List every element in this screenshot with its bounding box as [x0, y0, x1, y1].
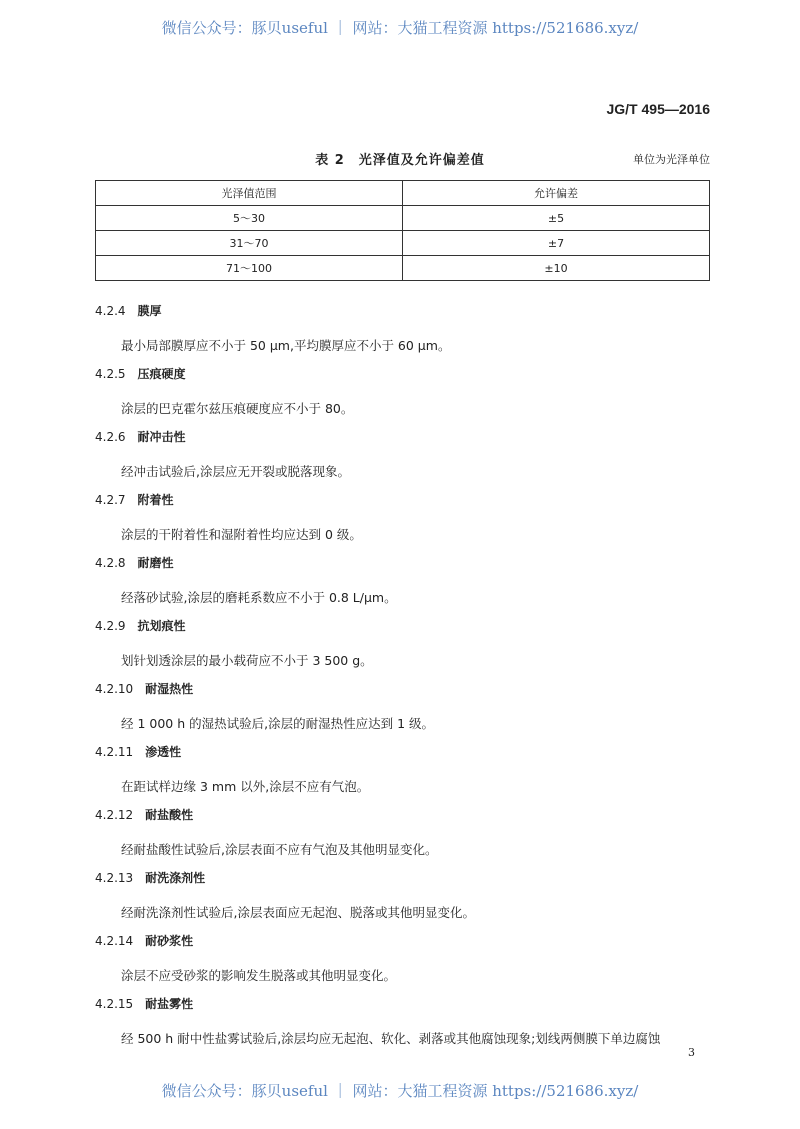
- section-text: 在距试样边缘 3 mm 以外,涂层不应有气泡。: [121, 779, 370, 794]
- gloss-table: [95, 180, 710, 281]
- section-heading: [95, 554, 715, 588]
- section-number: 4.2.10: [95, 682, 134, 696]
- section: [95, 491, 715, 554]
- section-heading: [95, 302, 715, 336]
- section-text: 经冲击试验后,涂层应无开裂或脱落现象。: [121, 464, 350, 479]
- section-title: 膜厚: [137, 304, 162, 318]
- section-title: 耐湿热性: [145, 682, 194, 696]
- table-unit: 单位为光泽单位: [633, 153, 710, 166]
- section-heading: [95, 365, 715, 399]
- section-number: 4.2.7: [95, 493, 126, 507]
- table-header-row: [96, 181, 710, 206]
- section: [95, 995, 715, 1058]
- section: [95, 428, 715, 491]
- table-row: [96, 231, 710, 256]
- section-heading: [95, 617, 715, 651]
- section-text: 涂层的巴克霍尔兹压痕硬度应不小于 80。: [121, 401, 354, 416]
- section-heading: [95, 995, 715, 1029]
- sections: [95, 302, 715, 1058]
- standard-number: JG/T 495—2016: [606, 101, 710, 117]
- section-title: 耐盐酸性: [145, 808, 194, 822]
- section: [95, 365, 715, 428]
- section-title: 附着性: [137, 493, 174, 507]
- section-number: 4.2.8: [95, 556, 126, 570]
- section: [95, 554, 715, 617]
- section-text: 最小局部膜厚应不小于 50 μm,平均膜厚应不小于 60 μm。: [121, 338, 451, 353]
- section-number: 4.2.14: [95, 934, 134, 948]
- section: [95, 869, 715, 932]
- section-title: 抗划痕性: [137, 619, 186, 633]
- section-number: 4.2.9: [95, 619, 126, 633]
- section-number: 4.2.13: [95, 871, 134, 885]
- section-title: 渗透性: [145, 745, 182, 759]
- section: [95, 806, 715, 869]
- table-cell: 5～30: [96, 206, 403, 231]
- section-text: 经 1 000 h 的湿热试验后,涂层的耐湿热性应达到 1 级。: [121, 716, 435, 731]
- section-heading: [95, 743, 715, 777]
- watermark-bottom: 微信公众号：豚贝useful ｜ 网站：大猫工程资源 https://521686.xyz/: [161, 1082, 639, 1100]
- section-number: 4.2.15: [95, 997, 134, 1011]
- section-heading: [95, 491, 715, 525]
- section-text: 经耐盐酸性试验后,涂层表面不应有气泡及其他明显变化。: [121, 842, 438, 857]
- table-title: 表 2 光泽值及允许偏差值: [315, 153, 485, 168]
- section: [95, 617, 715, 680]
- page-number: 3: [688, 1046, 695, 1059]
- section-text: 涂层的干附着性和湿附着性均应达到 0 级。: [121, 527, 362, 542]
- table-cell: 71～100: [96, 256, 403, 281]
- section-heading: [95, 932, 715, 966]
- section-heading: [95, 806, 715, 840]
- section-text: 涂层不应受砂浆的影响发生脱落或其他明显变化。: [121, 968, 397, 983]
- table-header: 允许偏差: [403, 181, 710, 206]
- section-title: 耐磨性: [137, 556, 174, 570]
- section-text: 经耐洗涤剂性试验后,涂层表面应无起泡、脱落或其他明显变化。: [121, 905, 475, 920]
- section-number: 4.2.12: [95, 808, 134, 822]
- table-header: 光泽值范围: [96, 181, 403, 206]
- section-text: 经落砂试验,涂层的磨耗系数应不小于 0.8 L/μm。: [121, 590, 397, 605]
- section-heading: [95, 869, 715, 903]
- section: [95, 680, 715, 743]
- section-text: 经 500 h 耐中性盐雾试验后,涂层均应无起泡、软化、剥落或其他腐蚀现象;划线两侧膜下单边腐蚀: [121, 1031, 661, 1046]
- section: [95, 743, 715, 806]
- table-cell: ±5: [403, 206, 710, 231]
- section: [95, 932, 715, 995]
- section-number: 4.2.5: [95, 367, 126, 381]
- section-number: 4.2.4: [95, 304, 126, 318]
- section-number: 4.2.6: [95, 430, 126, 444]
- section-text: 划针划透涂层的最小载荷应不小于 3 500 g。: [121, 653, 373, 668]
- section-heading: [95, 680, 715, 714]
- section-title: 压痕硬度: [137, 367, 186, 381]
- section-title: 耐砂浆性: [145, 934, 194, 948]
- section-title: 耐冲击性: [137, 430, 186, 444]
- section: [95, 302, 715, 365]
- section-title: 耐洗涤剂性: [145, 871, 206, 885]
- table-cell: 31～70: [96, 231, 403, 256]
- section-number: 4.2.11: [95, 745, 134, 759]
- table-row: [96, 256, 710, 281]
- table-row: [96, 206, 710, 231]
- section-title: 耐盐雾性: [145, 997, 194, 1011]
- watermark-top: 微信公众号：豚贝useful ｜ 网站：大猫工程资源 https://521686.xyz/: [161, 19, 639, 37]
- table-cell: ±10: [403, 256, 710, 281]
- section-heading: [95, 428, 715, 462]
- table-cell: ±7: [403, 231, 710, 256]
